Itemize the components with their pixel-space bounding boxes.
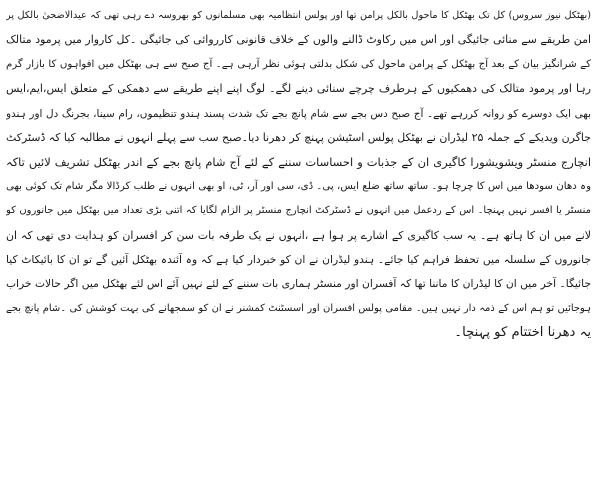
article-line: ہوجائیں تو ہم اس کے ذمہ دار نہیں ہیں۔ مقامی پولس افسران اور اسسٹنٹ کمشنر نے ان کو سمجھانے کی بہت کوشش کی ۔شام پانچ بجے [6, 302, 591, 314]
article-line: رہا اور پرمود متالک کی دھمکیوں کے ہرطرف چرچے سنائی دینے لگے۔ لوگ اپنے اپنے طریقے سے دھمکی کے متعلق ایس،ایم،ایس [6, 82, 591, 96]
article-line-last: یہ دھرنا اختتام کو پہنچا۔ [454, 325, 591, 341]
article-line: کے شرانگیز بیان کے بعد آج بھٹکل کے پرامن ماحول کی شکل بدلتی ہوئی نظر آرہی ہے۔ آج صبح سے ہی بھٹکل میں افواہوں کا بازار گرم [6, 58, 591, 70]
article-line: منسٹر یا افسر نہیں پہنچا۔ اس کے ردعمل میں انہوں نے ڈسٹرکٹ انچارج منسٹر پر الزام لگایا کہ اتنی بڑی تعداد میں بھٹکل میں جانوروں کو [6, 205, 591, 217]
article-line: (بھٹکل نیوز سروس) کل تک بھٹکل کا ماحول بالکل پرامن تھا اور پولس انتظامیہ بھی مسلمانوں کو بھروسہ دے رہی تھی کہ عیدالاضحیٰ بالکل پر [6, 10, 591, 21]
article-line: بھی ایک دوسرے کو روانہ کررہے تھے۔ آج صبح دس بجے سے شام پانچ بجے تک شدت پسند ہندو تنظیموں، رام سینا، بجرنگ دل اور ہندو [6, 107, 591, 120]
article-line: جانوروں کے سلسلہ میں تحفظ فراہم کیا جائے۔ ہندو لیڈران نے ان کو خبردار کیا ہے کہ وہ آئندہ بھٹکل آئیں گے تو ان کا بائیکاٹ کیا [6, 252, 591, 266]
article-line: جائیگا۔ آخر میں ان کا لیڈران کا ماننا تھا کہ آفسران اور منسٹر ہماری بات سننے کے لئے نہیں آئے اس لئے بھٹکل میں اگر حالات خراب [6, 277, 591, 291]
article-line: لانے میں ان کا ہاتھ ہے۔ یہ سب کاگیری کے اشارے پر ہوا ہے ،انہوں نے یک طرفہ بات سن کر افسران کو ہدایت دی تھی کہ ان [6, 228, 591, 242]
article-line: وہ دھان سودھا میں اس کا چرچا ہو۔ ساتھ ساتھ ضلع ایس، پی۔ ڈی، سی اور آر، ٹی، او بھی انہوں نے طلب کرڈالا مگر شام تک کوئی بھی [6, 180, 591, 192]
news-article [6, 4, 591, 345]
article-line: جاگرن ویدیکے کے جملہ ۲۵ لیڈران نے بھٹکل پولس اسٹیشن پہنچ کر دھرنا دیا۔صبح سب سے پہلے انہوں نے مطالبہ کیا کہ ڈسٹرکٹ [6, 130, 591, 144]
article-line: انچارج منسٹر ویشویشورا کاگیری ان کے جذبات و احساسات سننے کے لئے آج شام پانچ بجے کے اندر بھٹکل تشریف لائیں تاکہ [6, 155, 591, 170]
article-line: امن طریقے سے منائی جائیگی اور اس میں رکاوٹ ڈالنے والوں کے خلاف قانونی کارروائی کی جائیگی ۔کل کاروار میں پرمود متالک [6, 33, 591, 47]
